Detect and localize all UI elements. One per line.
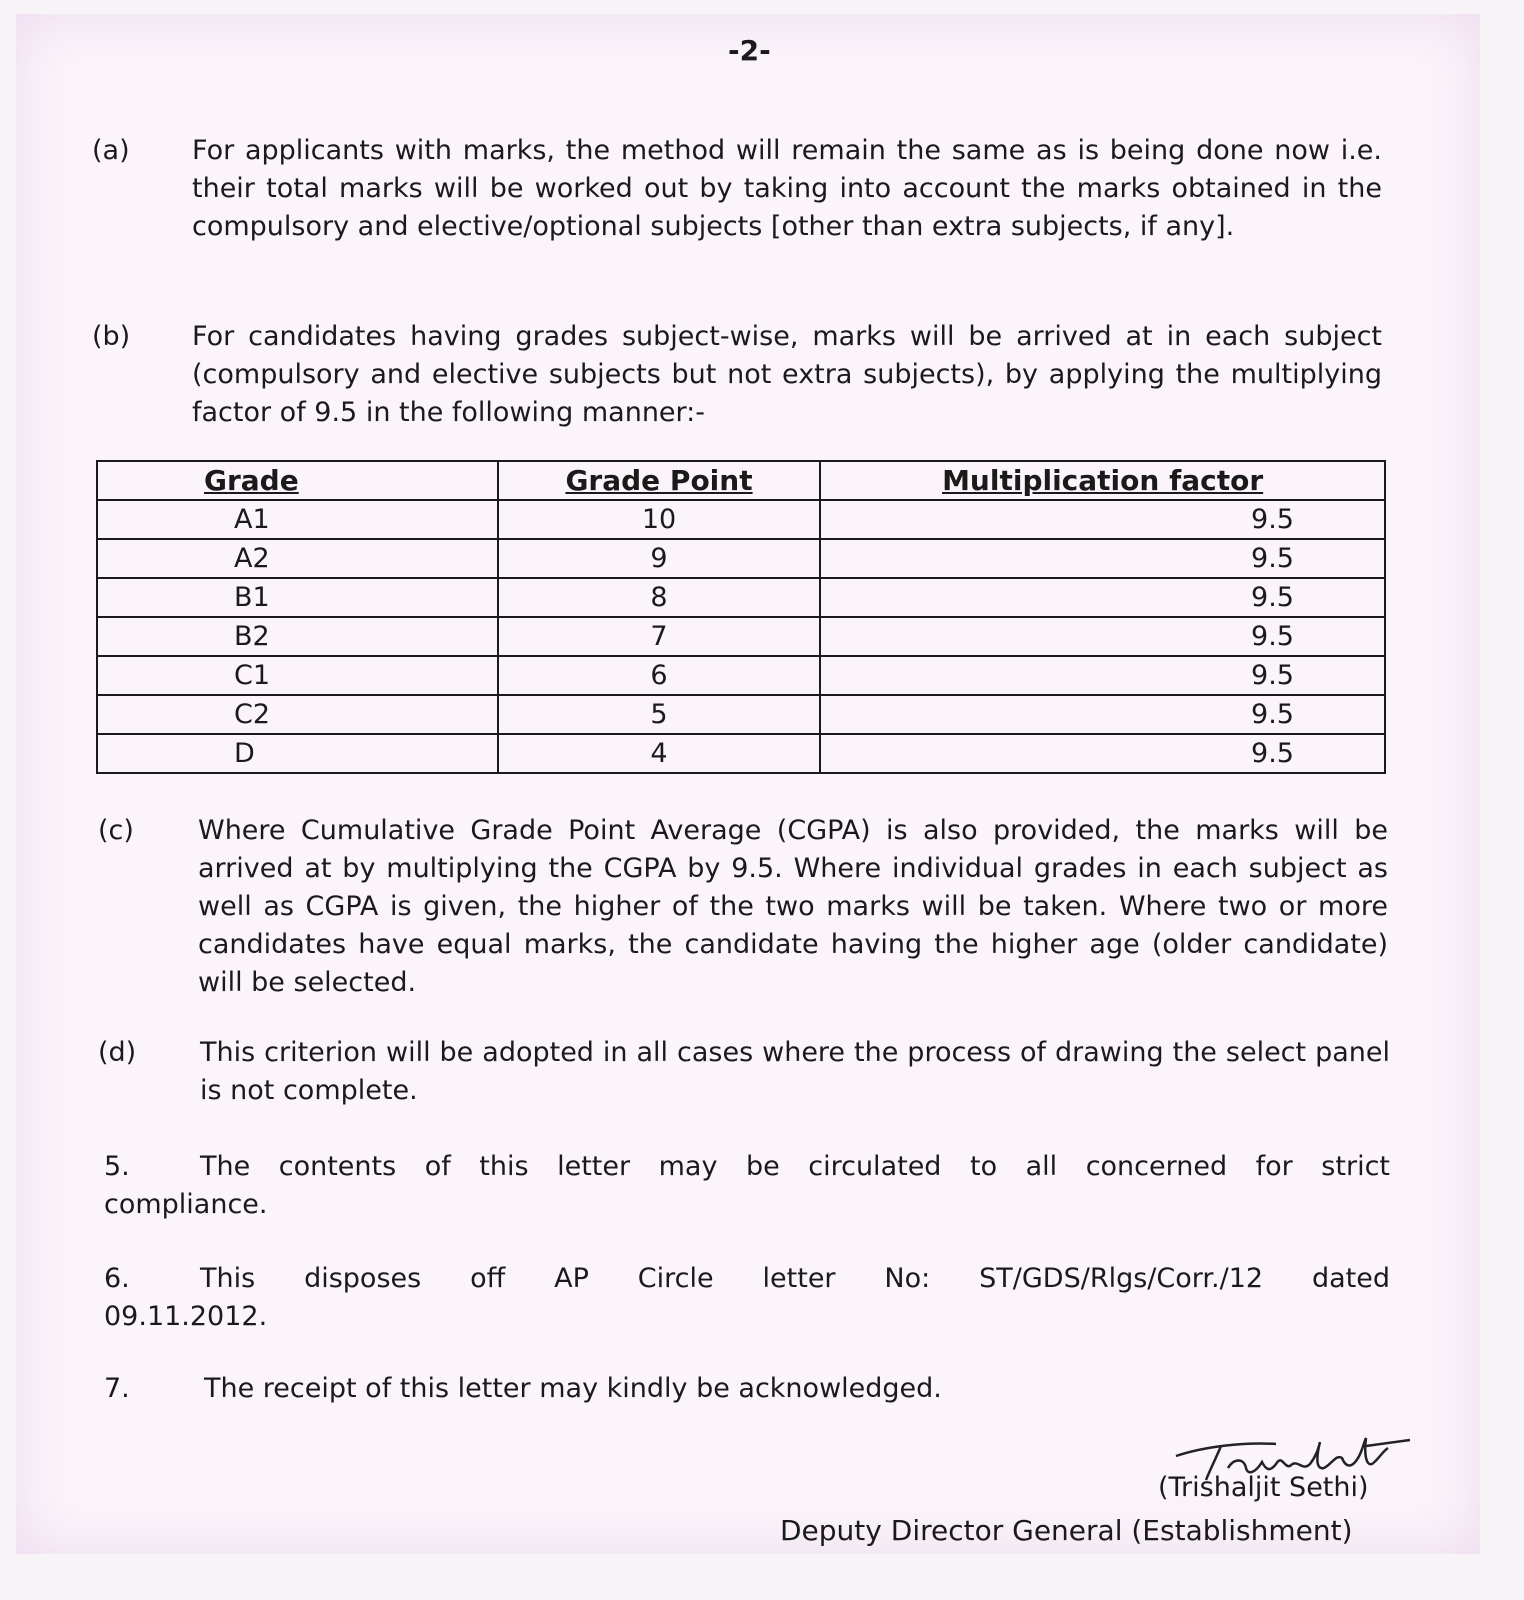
paragraph-text-continued: compliance. <box>104 1189 268 1220</box>
cell-grade: B2 <box>97 617 498 656</box>
clause-c <box>98 812 1398 1012</box>
cell-grade-point: 8 <box>498 578 820 617</box>
cell-factor: 9.5 <box>820 500 1385 539</box>
cell-grade-point: 6 <box>498 656 820 695</box>
document-page <box>16 14 1480 1554</box>
clause-a <box>92 132 1392 292</box>
paragraph-6 <box>104 1260 1404 1340</box>
paragraph-number: 5. <box>104 1151 130 1182</box>
table-row <box>97 500 1385 539</box>
clause-text: This criterion will be adopted in all cases where the process of drawing the select panel is not complete. <box>200 1037 1390 1106</box>
cell-grade: C2 <box>97 695 498 734</box>
table-row <box>97 578 1385 617</box>
clause-d <box>98 1034 1398 1114</box>
cell-grade: C1 <box>97 656 498 695</box>
cell-grade-point: 10 <box>498 500 820 539</box>
cell-factor: 9.5 <box>820 656 1385 695</box>
clause-label: (d) <box>98 1037 137 1068</box>
cell-grade-point: 5 <box>498 695 820 734</box>
clause-text: Where Cumulative Grade Point Average (CGPA) is also provided, the marks will be arrived at by multiplying the CGPA by 9.5. Where individual grades in each subject as well as CGPA is given, the higher of the two marks will be taken. Where two or more candidates have equal marks, the candidate having the higher age (older candidate) will be selected. <box>198 815 1388 998</box>
table-row <box>97 734 1385 773</box>
paragraph-7 <box>104 1370 1404 1410</box>
cell-factor: 9.5 <box>820 695 1385 734</box>
paragraph-5 <box>104 1148 1404 1228</box>
paragraph-text-continued: 09.11.2012. <box>104 1301 268 1332</box>
clause-text: For applicants with marks, the method will remain the same as is being done now i.e. their total marks will be worked out by taking into account the marks obtained in the compulsory and elective/optional subjects [other than extra subjects, if any]. <box>192 135 1382 242</box>
cell-grade: D <box>97 734 498 773</box>
paragraph-text: The contents of this letter may be circulated to all concerned for strict <box>200 1151 1390 1182</box>
header-grade-point: Grade Point <box>498 461 820 500</box>
paragraph-number: 7. <box>104 1373 130 1404</box>
header-multiplication-factor: Multiplication factor <box>820 461 1385 500</box>
cell-grade-point: 9 <box>498 539 820 578</box>
signatory-title: Deputy Director General (Establishment) <box>780 1514 1353 1547</box>
clause-label: (c) <box>98 815 134 846</box>
table-row <box>97 617 1385 656</box>
clause-b <box>92 318 1392 438</box>
paragraph-text: The receipt of this letter may kindly be acknowledged. <box>204 1373 942 1404</box>
cell-grade: A2 <box>97 539 498 578</box>
paragraph-text: This disposes off AP Circle letter No: ST/GDS/Rlgs/Corr./12 dated <box>200 1263 1390 1294</box>
header-grade: Grade <box>97 461 498 500</box>
cell-grade-point: 7 <box>498 617 820 656</box>
clause-label: (a) <box>92 135 130 166</box>
table-row <box>97 656 1385 695</box>
paragraph-number: 6. <box>104 1263 130 1294</box>
cell-grade: A1 <box>97 500 498 539</box>
grade-table <box>96 460 1386 774</box>
signatory-name: (Trishaljit Sethi) <box>1158 1472 1369 1503</box>
cell-factor: 9.5 <box>820 539 1385 578</box>
cell-factor: 9.5 <box>820 578 1385 617</box>
cell-grade-point: 4 <box>498 734 820 773</box>
cell-factor: 9.5 <box>820 734 1385 773</box>
cell-factor: 9.5 <box>820 617 1385 656</box>
clause-label: (b) <box>92 321 131 352</box>
page-number: -2- <box>728 34 771 67</box>
clause-text: For candidates having grades subject-wise, marks will be arrived at in each subject (compulsory and elective subjects but not extra subjects), by applying the multiplying factor of 9.5 in the following manner:- <box>192 321 1382 428</box>
table-header-row <box>97 461 1385 500</box>
table-row <box>97 695 1385 734</box>
table-row <box>97 539 1385 578</box>
cell-grade: B1 <box>97 578 498 617</box>
